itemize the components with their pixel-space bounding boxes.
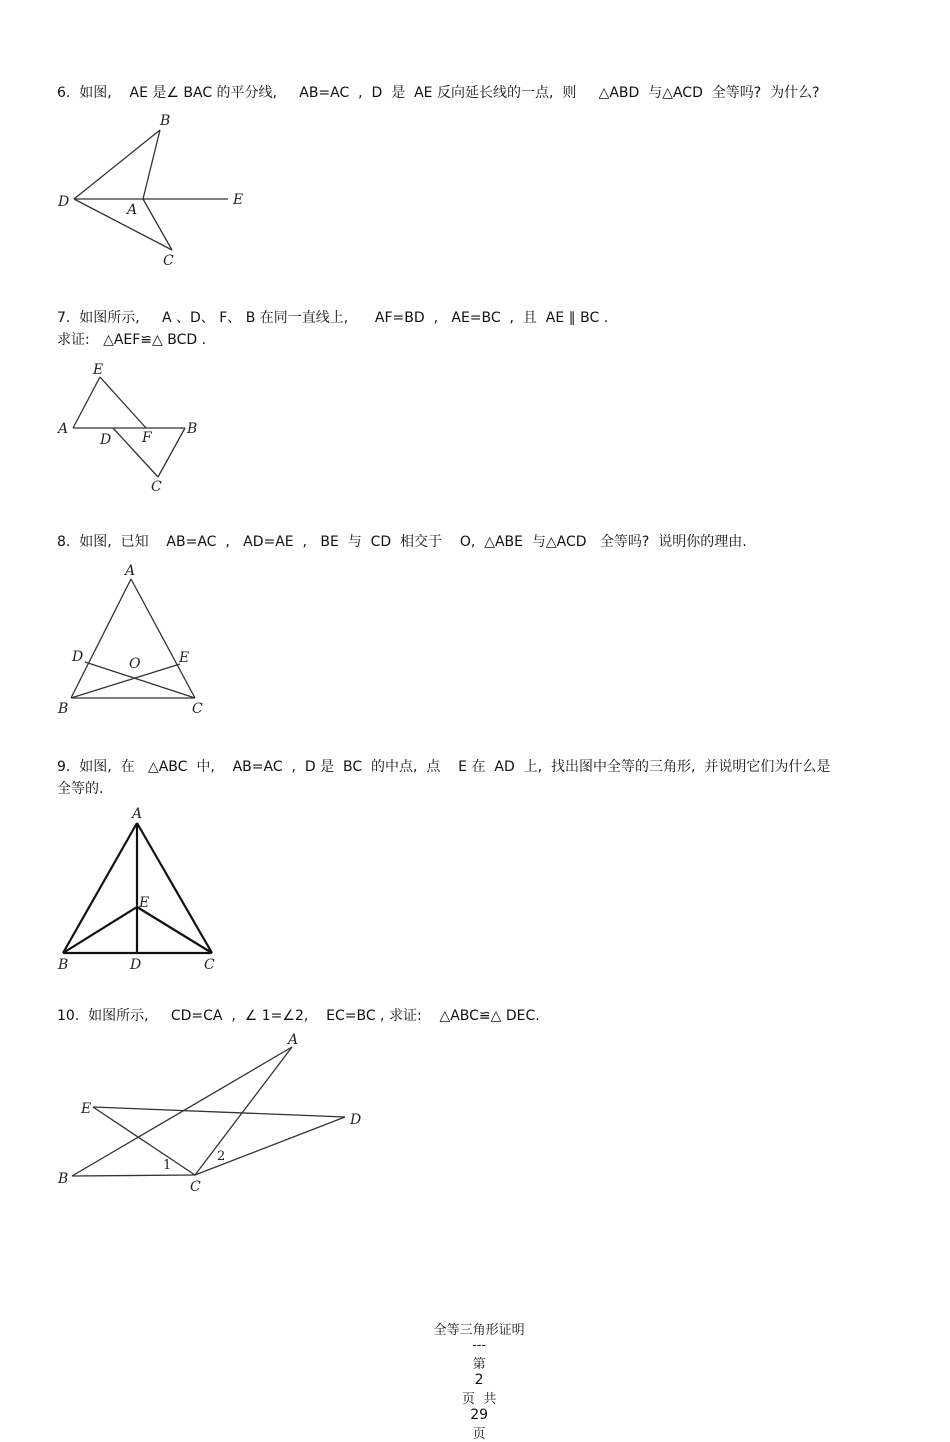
question-7-proof-text: 求证: △AEF≌△ BCD .	[57, 332, 207, 348]
fig9-label-D: D	[130, 957, 142, 973]
fig9-segment-AB	[63, 823, 137, 953]
fig6-label-D: D	[58, 194, 70, 210]
fig8-label-A: A	[125, 563, 136, 579]
fig7-segment-EF	[100, 377, 146, 428]
fig9-segment-BE	[63, 907, 137, 953]
fig7-label-E: E	[93, 362, 104, 378]
fig10-label-D: D	[350, 1112, 362, 1128]
fig8-label-C: C	[192, 701, 203, 717]
fig9-label-B: B	[58, 957, 69, 973]
footer-page-number: 2	[474, 1372, 484, 1388]
figure-10	[57, 1032, 361, 1195]
fig10-label-B: B	[58, 1171, 69, 1187]
question-9-text: 9. 如图, 在 △ABC 中, AB=AC , D 是 BC 的中点, 点 E 在 AD 上, 找出图中全等的三角形, 并说明它们为什么是	[57, 759, 831, 775]
fig7-segment-CB	[158, 428, 185, 477]
fig10-segment-EC	[93, 1107, 195, 1175]
fig10-segment-BC	[72, 1175, 195, 1176]
fig8-label-O: O	[129, 656, 141, 672]
fig10-angle-1-label: 1	[163, 1158, 172, 1173]
fig7-segment-AE	[73, 377, 100, 428]
question-9-text-cont: 全等的.	[57, 781, 104, 797]
fig9-label-E: E	[139, 895, 150, 911]
fig8-segment-AB	[71, 579, 131, 698]
footer-page-suffix: 页	[472, 1427, 486, 1442]
fig7-label-B: B	[187, 421, 198, 437]
fig8-segment-BE	[71, 664, 180, 698]
fig8-label-D: D	[72, 649, 84, 665]
question-6-text: 6. 如图, AE 是∠ BAC 的平分线, AB=AC , D 是 AE 反向延长线的一点, 则 △ABD 与△ACD 全等吗? 为什么?	[57, 85, 820, 101]
figure-8	[57, 563, 203, 717]
fig7-label-A: A	[58, 421, 69, 437]
fig10-segment-ED	[93, 1107, 345, 1117]
page-footer	[0, 1304, 950, 1442]
fig9-segment-AC	[137, 823, 212, 953]
fig10-label-A: A	[288, 1032, 299, 1048]
fig7-label-D: D	[100, 432, 112, 448]
fig8-label-B: B	[58, 701, 69, 717]
fig10-angle-2-label: 2	[217, 1149, 226, 1164]
footer-page-prefix: 第	[472, 1357, 486, 1372]
fig6-label-E: E	[233, 192, 244, 208]
fig7-label-C: C	[151, 479, 162, 495]
fig6-segment-BA	[143, 130, 160, 199]
fig10-label-C: C	[190, 1179, 201, 1195]
figure-6	[57, 113, 243, 269]
figure-7	[56, 362, 197, 495]
footer-total-pages: 29	[470, 1407, 489, 1423]
figure-9	[57, 806, 215, 973]
fig7-label-F: F	[142, 430, 152, 446]
fig6-segment-DB	[74, 130, 160, 199]
question-7-text: 7. 如图所示, A 、D、 F、 B 在同一直线上, AF=BD , AE=BC , 且 AE ∥ BC .	[57, 310, 609, 326]
fig6-label-C: C	[163, 253, 174, 269]
fig9-segment-CE	[137, 907, 212, 953]
footer-title: 全等三角形证明	[433, 1323, 525, 1338]
fig10-label-E: E	[81, 1101, 92, 1117]
question-8-text: 8. 如图, 已知 AB=AC , AD=AE , BE 与 CD 相交于 O, △ABE 与△ACD 全等吗? 说明你的理由.	[57, 534, 747, 550]
footer-separator: ---	[472, 1338, 487, 1353]
fig6-label-A: A	[127, 202, 138, 218]
fig8-label-E: E	[179, 650, 190, 666]
fig10-segment-BA	[72, 1047, 292, 1176]
footer-page-mid: 页 共	[462, 1392, 497, 1407]
question-10-text: 10. 如图所示, CD=CA , ∠ 1=∠2, EC=BC , 求证: △ABC≌△ DEC.	[57, 1008, 540, 1024]
fig6-label-B: B	[160, 113, 171, 129]
fig9-label-C: C	[204, 957, 215, 973]
fig9-label-A: A	[132, 806, 143, 822]
